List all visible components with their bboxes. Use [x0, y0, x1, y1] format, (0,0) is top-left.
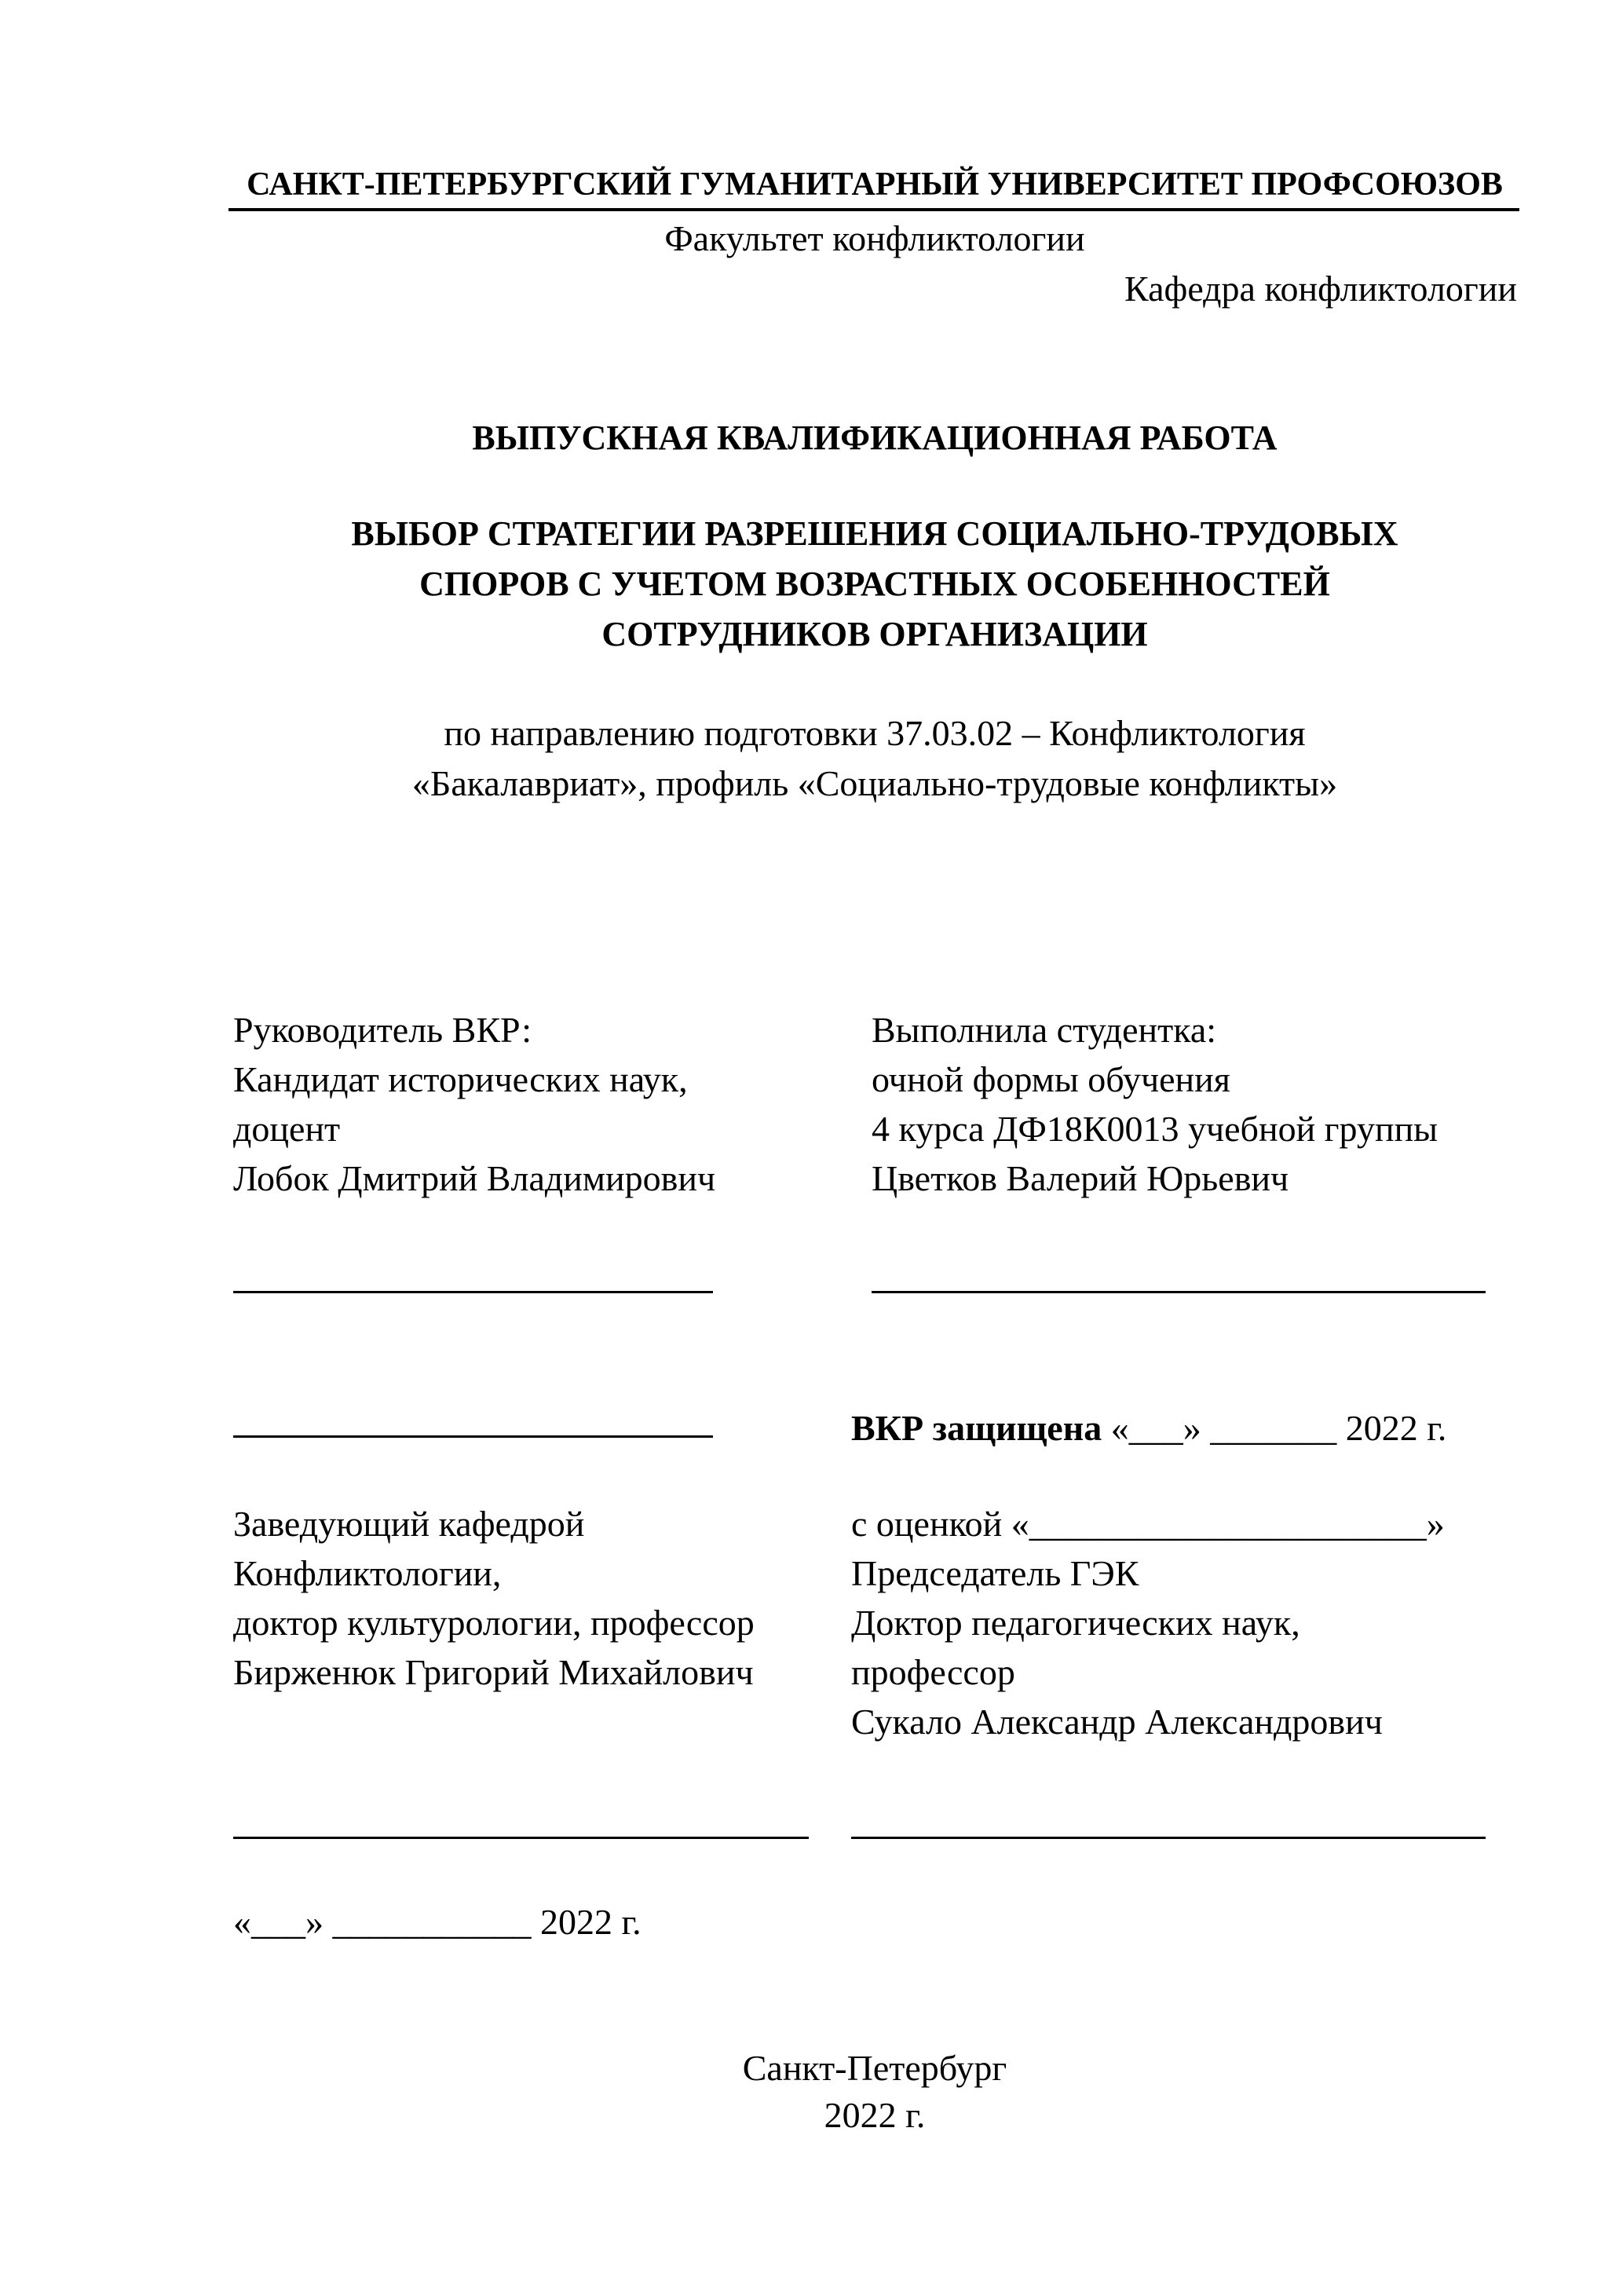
defense-label: ВКР защищена	[851, 1408, 1102, 1448]
head-line: доктор культурологии, профессор	[233, 1603, 755, 1643]
head-line: Конфликтологии,	[233, 1553, 502, 1593]
commission-line: с оценкой «______________________»	[851, 1504, 1445, 1544]
defense-date-blank: «___» _______ 2022 г.	[1102, 1408, 1447, 1448]
university-name: САНКТ-ПЕТЕРБУРГСКИЙ ГУМАНИТАРНЫЙ УНИВЕРСИТЕТ ПРОФСОЮЗОВ	[247, 166, 1503, 203]
date-blank: «___» ___________ 2022 г.	[233, 1902, 642, 1942]
faculty-name: Факультет конфликтологии	[664, 218, 1085, 258]
student-block	[872, 1005, 1438, 1203]
student-signature-line	[872, 1291, 1486, 1293]
student-line: Выполнила студентка:	[872, 1010, 1217, 1050]
supervisor-line: Руководитель ВКР:	[233, 1010, 532, 1050]
commission-line: профессор	[851, 1652, 1015, 1692]
thesis-title-line: СОТРУДНИКОВ ОРГАНИЗАЦИИ	[601, 615, 1148, 653]
student-line: Цветков Валерий Юрьевич	[872, 1158, 1289, 1198]
head-line: Бирженюк Григорий Михайлович	[233, 1652, 754, 1692]
chairman-signature-line	[851, 1837, 1486, 1839]
head-line: Заведующий кафедрой	[233, 1504, 585, 1544]
thesis-title-line: ВЫБОР СТРАТЕГИИ РАЗРЕШЕНИЯ СОЦИАЛЬНО-ТРУДОВЫХ	[351, 514, 1398, 553]
footer-year: 2022 г.	[824, 2095, 926, 2135]
supervisor-block	[233, 1005, 715, 1203]
direction-line: «Бакалавриат», профиль «Социально-трудовые конфликты»	[411, 763, 1338, 803]
commission-line: Сукало Александр Александрович	[851, 1702, 1383, 1742]
supervisor-line: Лобок Дмитрий Владимирович	[233, 1158, 716, 1198]
commission-block	[851, 1499, 1445, 1746]
commission-line: Доктор педагогических наук,	[851, 1603, 1300, 1643]
department-name: Кафедра конфликтологии	[1124, 269, 1517, 309]
commission-line: Председатель ГЭК	[851, 1553, 1139, 1593]
supervisor-line: доцент	[233, 1109, 341, 1149]
student-line: 4 курса ДФ18К0013 учебной группы	[872, 1109, 1438, 1149]
thesis-title-line: СПОРОВ С УЧЕТОМ ВОЗРАСТНЫХ ОСОБЕННОСТЕЙ	[419, 565, 1330, 603]
defense-line	[851, 1403, 1446, 1453]
footer-city: Санкт-Петербург	[742, 2048, 1007, 2088]
work-type: ВЫПУСКНАЯ КВАЛИФИКАЦИОННАЯ РАБОТА	[472, 419, 1278, 457]
direction-line: по направлению подготовки 37.03.02 – Конфликтология	[444, 713, 1306, 753]
supervisor-signature-line	[233, 1291, 713, 1293]
header-rule	[228, 208, 1519, 211]
head-signature-line	[233, 1837, 809, 1839]
head-of-department-block	[233, 1499, 755, 1697]
student-line: очной формы обучения	[872, 1059, 1230, 1099]
signature-line	[233, 1435, 713, 1438]
supervisor-line: Кандидат исторических наук,	[233, 1059, 688, 1099]
